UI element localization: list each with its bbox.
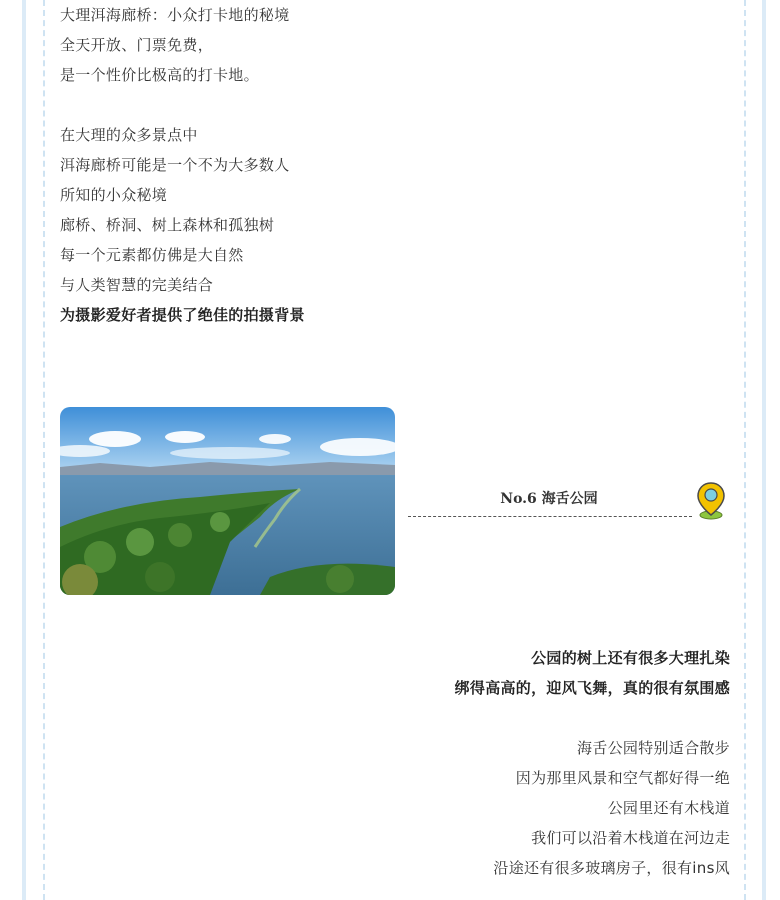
intro-line: 大理洱海廊桥：小众打卡地的秘境 — [60, 6, 290, 24]
section-title: No.6 海舌公园 — [500, 491, 598, 507]
intro-line: 是一个性价比极高的打卡地。 — [60, 66, 259, 84]
paragraph-line: 海舌公园特别适合散步 — [576, 739, 730, 757]
paragraph-line: 公园里还有木栈道 — [607, 799, 730, 817]
paragraph-line: 廊桥、桥洞、树上森林和孤独树 — [60, 216, 275, 234]
location-pin-icon — [696, 481, 726, 521]
section-divider — [408, 516, 692, 517]
frame-dashed-left — [43, 0, 45, 900]
emphasis-line: 绑得高高的，迎风飞舞，真的很有氛围感 — [454, 679, 730, 697]
paragraph-line: 因为那里风景和空气都好得一绝 — [515, 769, 730, 787]
frame-border-right — [762, 0, 766, 900]
paragraph-line: 在大理的众多景点中 — [60, 126, 198, 144]
frame-dashed-right — [744, 0, 746, 900]
emphasis-line: 为摄影爱好者提供了绝佳的拍摄背景 — [60, 306, 305, 324]
paragraph-line: 洱海廊桥可能是一个不为大多数人 — [60, 156, 290, 174]
haishe-park-photo — [60, 407, 395, 595]
intro-line: 全天开放、门票免费， — [60, 36, 214, 54]
paragraph-line: 每一个元素都仿佛是大自然 — [60, 246, 244, 264]
paragraph-line: 与人类智慧的完美结合 — [60, 276, 214, 294]
frame-border-left — [22, 0, 26, 900]
paragraph-line: 所知的小众秘境 — [60, 186, 168, 204]
park-description-block — [310, 643, 730, 883]
paragraph-line: 沿途还有很多玻璃房子，很有ins风 — [493, 859, 730, 877]
emphasis-line: 公园的树上还有很多大理扎染 — [531, 649, 730, 667]
paragraph-line: 我们可以沿着木栈道在河边走 — [531, 829, 730, 847]
intro-text-block — [60, 0, 480, 330]
